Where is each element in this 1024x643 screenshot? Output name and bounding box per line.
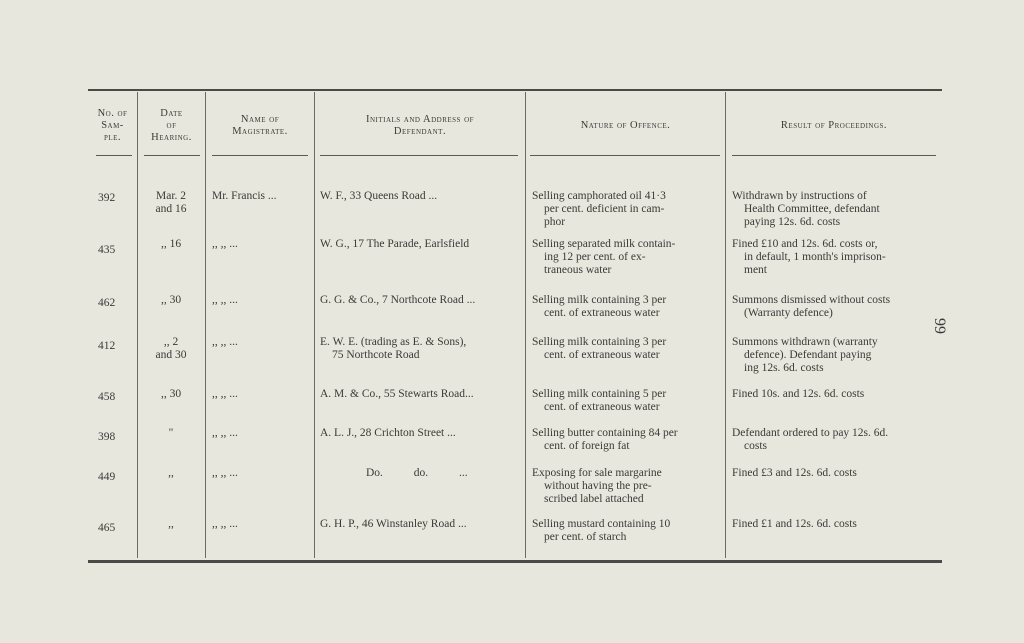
date-line: ,, 30 xyxy=(160,294,182,306)
header-result xyxy=(726,120,942,132)
header-line: Hearing. xyxy=(151,132,192,143)
offence-line: per cent. deficient in cam- xyxy=(544,203,665,215)
header-line: Nature of Offence. xyxy=(580,120,671,131)
table-row-result xyxy=(732,190,938,229)
offence-line: without having the pre- xyxy=(544,480,652,492)
table-row-defendant xyxy=(320,294,520,307)
header-line: Initials and Address of xyxy=(365,114,475,125)
column-divider xyxy=(137,92,138,558)
table-row-date xyxy=(140,238,202,251)
date-line: ,, 30 xyxy=(160,388,182,400)
table-row-result xyxy=(732,467,938,480)
header-underline xyxy=(320,155,518,156)
date-line: Mar. 2 xyxy=(155,190,187,202)
result-line: Defendant ordered to pay 12s. 6d. xyxy=(732,427,889,439)
table-row-result xyxy=(732,336,938,375)
defendant-line: G. G. & Co., 7 Northcote Road ... xyxy=(320,294,476,306)
column-divider xyxy=(205,92,206,558)
header-line: No. of xyxy=(97,108,128,119)
offence-line: Selling camphorated oil 41·3 xyxy=(532,190,666,202)
date-line: " xyxy=(168,427,174,439)
offence-line: phor xyxy=(544,216,566,228)
offence-line: Selling milk containing 3 per xyxy=(532,336,667,348)
result-line: Summons dismissed without costs xyxy=(732,294,891,306)
offence-line: cent. of extraneous water xyxy=(544,307,660,319)
result-line: paying 12s. 6d. costs xyxy=(744,216,841,228)
result-line: Fined £10 and 12s. 6d. costs or, xyxy=(732,238,878,250)
result-line: Fined £1 and 12s. 6d. costs xyxy=(732,518,857,530)
offence-line: Selling separated milk contain- xyxy=(532,238,676,250)
table-row-magistrate: ,, ,, ... xyxy=(212,467,238,479)
header-sample xyxy=(88,108,137,144)
offence-line: per cent. of starch xyxy=(544,531,627,543)
result-line: ment xyxy=(744,264,767,276)
column-divider xyxy=(314,92,315,558)
result-line: (Warranty defence) xyxy=(744,307,833,319)
table-row-offence xyxy=(532,518,722,544)
table-row-sample: 412 xyxy=(98,340,116,352)
defendant-line: W. F., 33 Queens Road ... xyxy=(320,190,438,202)
table-row-defendant xyxy=(320,427,520,440)
table-row-offence xyxy=(532,294,722,320)
table-row-date xyxy=(140,388,202,401)
defendant-line: E. W. E. (trading as E. & Sons), xyxy=(320,336,467,348)
offence-line: cent. of foreign fat xyxy=(544,440,630,452)
table-row-offence xyxy=(532,238,722,277)
result-line: Summons withdrawn (warranty xyxy=(732,336,878,348)
table-row-date xyxy=(140,518,202,531)
top-rule xyxy=(88,89,942,91)
table-row-sample: 462 xyxy=(98,297,116,309)
result-line: Withdrawn by instructions of xyxy=(732,190,867,202)
offence-line: Exposing for sale margarine xyxy=(532,467,662,479)
header-underline xyxy=(96,155,132,156)
defendant-line: Do. do. ... xyxy=(366,467,468,479)
offence-line: cent. of extraneous water xyxy=(544,349,660,361)
header-offence xyxy=(526,120,725,132)
table-row-sample: 435 xyxy=(98,244,116,256)
table-row-sample: 392 xyxy=(98,192,116,204)
header-line: Sam- xyxy=(101,120,124,131)
table-row-defendant xyxy=(320,518,520,531)
offence-line: Selling milk containing 5 per xyxy=(532,388,667,400)
date-line: ,, xyxy=(168,467,174,479)
header-underline xyxy=(732,155,936,156)
table-row-magistrate: ,, ,, ... xyxy=(212,388,238,400)
date-line: ,, 16 xyxy=(160,238,182,250)
header-defendant xyxy=(315,114,525,138)
table-row-result xyxy=(732,294,938,320)
table-row-date xyxy=(140,336,202,362)
header-underline xyxy=(144,155,200,156)
header-line: Result of Proceedings. xyxy=(780,120,888,131)
defendant-line: A. M. & Co., 55 Stewarts Road... xyxy=(320,388,474,400)
result-line: defence). Defendant paying xyxy=(744,349,872,361)
offence-line: ing 12 per cent. of ex- xyxy=(544,251,646,263)
table-row-offence xyxy=(532,190,722,229)
page-number: 99 xyxy=(931,318,948,334)
table-row-defendant xyxy=(320,336,520,362)
table-row-magistrate: ,, ,, ... xyxy=(212,336,238,348)
date-line: ,, xyxy=(168,518,174,530)
header-line: ple. xyxy=(103,132,122,143)
defendant-line: A. L. J., 28 Crichton Street ... xyxy=(320,427,456,439)
offence-line: Selling butter containing 84 per xyxy=(532,427,678,439)
defendant-line: W. G., 17 The Parade, Earlsfield xyxy=(320,238,470,250)
table-row-magistrate: Mr. Francis ... xyxy=(212,190,277,202)
header-line: Name of xyxy=(240,114,280,125)
table-row-defendant xyxy=(320,388,520,401)
result-line: ing 12s. 6d. costs xyxy=(744,362,824,374)
table-row-defendant xyxy=(320,238,520,251)
date-line: ,, 2 xyxy=(163,336,179,348)
table-row-magistrate: ,, ,, ... xyxy=(212,427,238,439)
table-row-sample: 465 xyxy=(98,522,116,534)
table-row-date xyxy=(140,467,202,480)
header-date xyxy=(138,108,205,144)
table-row-magistrate: ,, ,, ... xyxy=(212,518,238,530)
offence-line: traneous water xyxy=(544,264,612,276)
bottom-rule xyxy=(88,560,942,563)
header-underline xyxy=(530,155,720,156)
result-line: Fined 10s. and 12s. 6d. costs xyxy=(732,388,865,400)
header-line: Defendant. xyxy=(393,126,447,137)
table-row-defendant xyxy=(320,467,520,480)
table-row-defendant xyxy=(320,190,520,203)
offence-line: scribed label attached xyxy=(544,493,644,505)
table-row-result xyxy=(732,518,938,531)
offence-line: Selling mustard containing 10 xyxy=(532,518,671,530)
table-row-magistrate: ,, ,, ... xyxy=(212,238,238,250)
header-underline xyxy=(212,155,308,156)
header-line: Date xyxy=(160,108,183,119)
date-line: and 30 xyxy=(155,349,187,361)
table-row-sample: 398 xyxy=(98,431,116,443)
table-row-sample: 449 xyxy=(98,471,116,483)
table-row-offence xyxy=(532,427,722,453)
table-row-offence xyxy=(532,467,722,506)
header-line: of xyxy=(166,120,177,131)
date-line: and 16 xyxy=(155,203,187,215)
table-row-date xyxy=(140,294,202,307)
defendant-line: 75 Northcote Road xyxy=(332,349,420,361)
header-line: Magistrate. xyxy=(232,126,288,137)
offence-line: Selling milk containing 3 per xyxy=(532,294,667,306)
defendant-line: G. H. P., 46 Winstanley Road ... xyxy=(320,518,467,530)
table-row-date xyxy=(140,190,202,216)
table-row-result xyxy=(732,238,938,277)
table-row-magistrate: ,, ,, ... xyxy=(212,294,238,306)
table-row-offence xyxy=(532,336,722,362)
table-row-sample: 458 xyxy=(98,391,116,403)
offence-line: cent. of extraneous water xyxy=(544,401,660,413)
result-line: Fined £3 and 12s. 6d. costs xyxy=(732,467,857,479)
table-row-result xyxy=(732,388,938,401)
result-line: Health Committee, defendant xyxy=(744,203,880,215)
header-magistrate xyxy=(206,114,314,138)
column-divider xyxy=(725,92,726,558)
table-row-offence xyxy=(532,388,722,414)
column-divider xyxy=(525,92,526,558)
table-row-result xyxy=(732,427,938,453)
result-line: in default, 1 month's imprison- xyxy=(744,251,886,263)
result-line: costs xyxy=(744,440,767,452)
table-row-date xyxy=(140,427,202,440)
